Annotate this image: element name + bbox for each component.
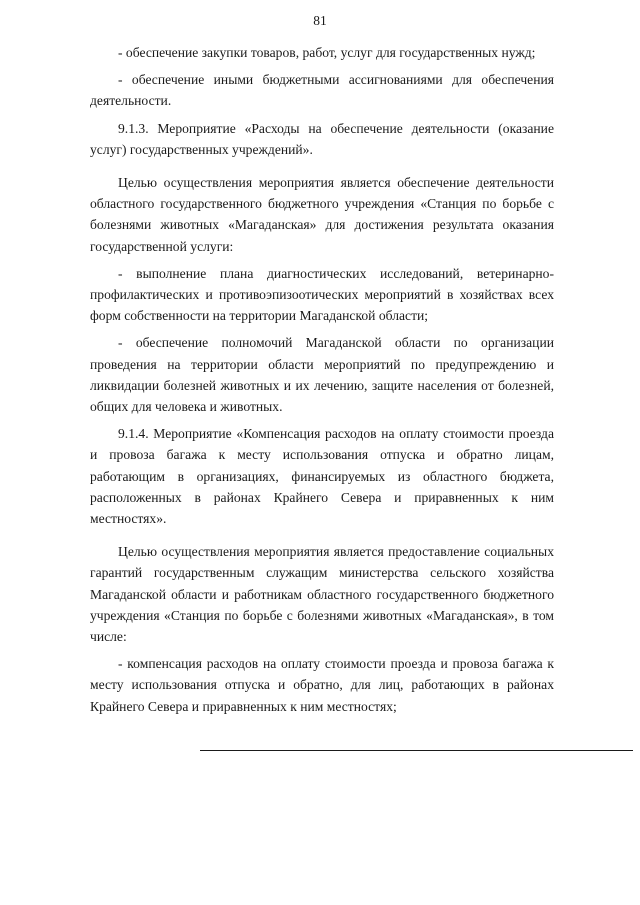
paragraph-travel-compensation: - компенсация расходов на оплату стоимости проезда и провоза багажа к месту использования отпуска и обратно, для лиц, работающих в районах Крайнего Севера и приравненных к ним местностях; (90, 656, 554, 714)
paragraph-goal-9-1-4: Целью осуществления мероприятия является предоставление социальных гарантий государственным служащим министерства сельского хозяйства Магаданской области и работникам областного государственного бюджетного учреждения «Станция по борьбе с болезнями животных «Магаданская», в том числе: (90, 544, 554, 645)
page-number: 81 (313, 13, 327, 28)
paragraph-item-9-1-4: 9.1.4. Мероприятие «Компенсация расходов на оплату стоимости проезда и провоза багажа к месту использования отпуска и обратно лицам, работающим в организациях, финансируемых из областного бюджета, расположенных в районах Крайнего Севера и приравненных к ним местностях». (90, 426, 554, 527)
paragraph-budget-allocations: - обеспечение иными бюджетными ассигнованиями для обеспечения деятельности. (90, 72, 554, 109)
paragraph-diagnostic-plan: - выполнение плана диагностических исследований, ветеринарно-профилактических и противоэпизоотических мероприятий в хозяйствах всех форм собственности на территории Магаданской области; (90, 265, 554, 324)
paragraph-item-9-1-3: 9.1.3. Мероприятие «Расходы на обеспечение деятельности (оказание услуг) государственных учреждений». (90, 120, 554, 157)
paragraph-regional-powers: - обеспечение полномочий Магаданской области по организации проведения на территории области мероприятий по предупреждению и ликвидации болезней животных и их лечению, защите населения от болезней, общих для человека и животных. (90, 335, 554, 415)
paragraph-goal-9-1-3: Целью осуществления мероприятия является обеспечение деятельности областного государственного бюджетного учреждения «Станция по борьбе с болезнями животных «Магаданская» для достижения результата оказания государственной услуги: (90, 175, 554, 254)
paragraph-procurement: - обеспечение закупки товаров, работ, услуг для государственных нужд; (118, 45, 536, 60)
document-body (90, 42, 554, 717)
footer-rule (200, 750, 633, 751)
